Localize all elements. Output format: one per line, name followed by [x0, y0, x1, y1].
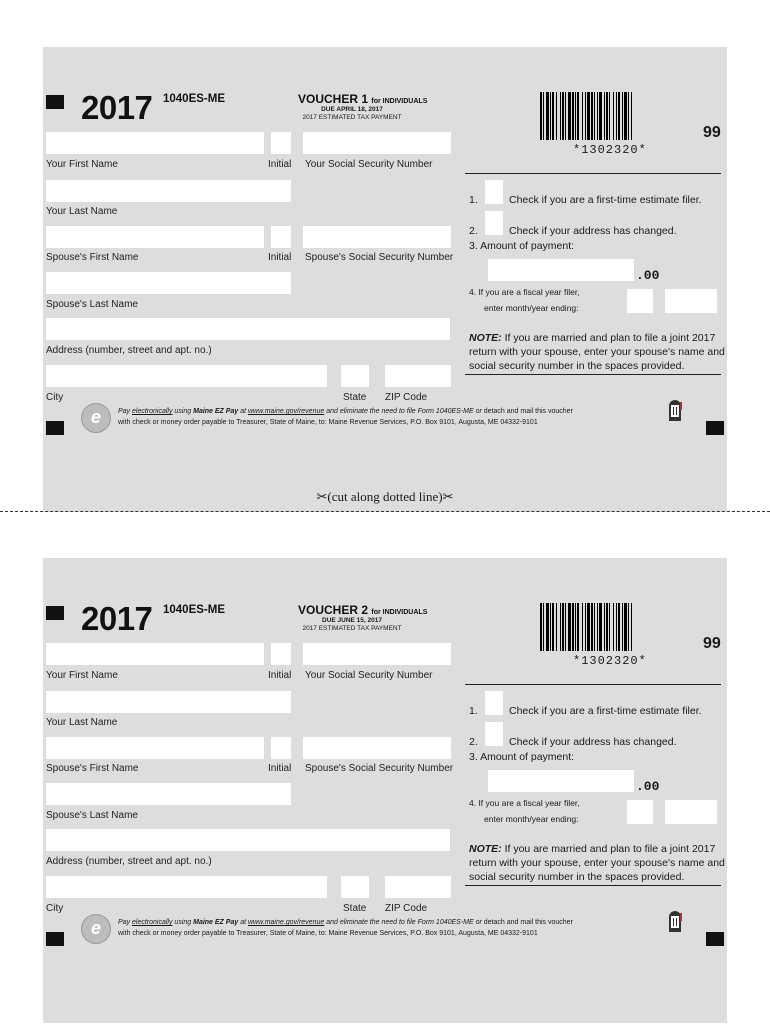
joint-return-note: NOTE: If you are married and plan to file a joint 2017 return with your spouse, enter your spouse's name and social security number in the spaces provided.	[469, 843, 725, 883]
spouse-ssn-label: Spouse's Social Security Number	[305, 252, 454, 263]
barcode-bar	[587, 603, 590, 651]
voucher-2	[43, 558, 727, 1023]
barcode-bar	[577, 92, 579, 140]
divider	[465, 684, 721, 685]
barcode-bar	[597, 92, 598, 140]
barcode-bar	[552, 603, 554, 651]
item-2-number: 2.	[469, 736, 478, 748]
initial-field[interactable]	[271, 132, 291, 154]
barcode-bar	[543, 92, 544, 140]
barcode-bar	[631, 92, 632, 140]
barcode-bar	[565, 603, 566, 651]
last-name-field[interactable]	[46, 691, 291, 713]
barcode-bar	[585, 603, 586, 651]
fiscal-year-label: 4. If you are a fiscal year filer,	[469, 798, 580, 808]
address-changed-label: Check if your address has changed.	[509, 736, 677, 748]
initial-label: Initial	[268, 670, 292, 681]
barcode-bar	[628, 603, 629, 651]
fiscal-year-label: 4. If you are a fiscal year filer,	[469, 287, 580, 297]
ssn-field[interactable]	[303, 643, 451, 665]
amount-label: 3. Amount of payment:	[469, 240, 575, 252]
barcode-bar	[568, 603, 571, 651]
barcode-bar	[552, 92, 554, 140]
spouse-initial-field[interactable]	[271, 226, 291, 248]
spouse-last-name-field[interactable]	[46, 783, 291, 805]
fiscal-year-field[interactable]	[665, 800, 717, 824]
form-subtitle: 2017 ESTIMATED TAX PAYMENT	[302, 114, 402, 121]
barcode-bar	[546, 92, 549, 140]
last-name-label: Your Last Name	[46, 206, 118, 217]
spouse-first-name-field[interactable]	[46, 737, 264, 759]
first-time-label: Check if you are a first-time estimate filer.	[509, 705, 702, 717]
first-time-checkbox[interactable]	[485, 180, 503, 204]
barcode-bar	[577, 603, 579, 651]
barcode-bar	[550, 603, 551, 651]
form-code: 99	[703, 124, 721, 141]
address-field[interactable]	[46, 318, 450, 340]
form-number: 1040ES-ME	[163, 93, 226, 105]
amount-label: 3. Amount of payment:	[469, 751, 575, 763]
first-name-field[interactable]	[46, 643, 264, 665]
address-field[interactable]	[46, 829, 450, 851]
initial-label: Initial	[268, 159, 292, 170]
fiscal-year-label-2: enter month/year ending:	[484, 814, 579, 824]
barcode-bar	[572, 92, 574, 140]
e-pay-icon: e	[81, 403, 111, 433]
last-name-label: Your Last Name	[46, 717, 118, 728]
last-name-field[interactable]	[46, 180, 291, 202]
address-changed-label: Check if your address has changed.	[509, 225, 677, 237]
barcode-bar	[604, 92, 605, 140]
barcode-bar	[624, 92, 627, 140]
payment-amount-field[interactable]	[488, 770, 634, 792]
registration-mark	[46, 606, 64, 620]
state-field[interactable]	[341, 876, 369, 898]
barcode-bar	[556, 92, 557, 140]
barcode-bar	[572, 603, 574, 651]
barcode-bar	[628, 92, 629, 140]
state-label: State	[343, 903, 367, 914]
voucher-title: VOUCHER 1 for INDIVIDUALS	[298, 92, 428, 106]
spouse-initial-label: Initial	[268, 252, 292, 263]
barcode-bar	[609, 603, 610, 651]
payment-instructions: Pay electronically using Maine EZ Pay at www.maine.gov/revenue and eliminate the need to file Form 1040ES-ME or detach and mail this voucher with check or money order payable to Treasurer, State of Maine, to: Maine Revenue Services, P.O. Box 9101, Augusta, ME 04332-9101	[118, 408, 573, 426]
divider	[465, 173, 721, 174]
barcode-bar	[591, 603, 593, 651]
spouse-ssn-field[interactable]	[303, 226, 451, 248]
fiscal-year-field[interactable]	[665, 289, 717, 313]
spouse-last-name-label: Spouse's Last Name	[46, 810, 138, 821]
note-underline	[465, 885, 721, 886]
spouse-ssn-field[interactable]	[303, 737, 451, 759]
zip-field[interactable]	[385, 876, 451, 898]
ssn-label: Your Social Security Number	[305, 670, 433, 681]
fiscal-month-field[interactable]	[627, 800, 653, 824]
barcode-bar	[575, 603, 576, 651]
spouse-initial-label: Initial	[268, 763, 292, 774]
barcode-bar	[616, 603, 617, 651]
barcode-bar	[618, 603, 620, 651]
form-year: 2017	[81, 600, 153, 637]
barcode-bar	[599, 92, 602, 140]
payment-amount-field[interactable]	[488, 259, 634, 281]
cents-suffix: .00	[636, 268, 660, 283]
barcode-bar	[622, 603, 623, 651]
spouse-first-name-label: Spouse's First Name	[46, 763, 139, 774]
due-date: DUE JUNE 15, 2017	[322, 617, 382, 624]
barcode-bar	[597, 603, 598, 651]
mailbox-icon	[667, 908, 683, 934]
barcode-bar	[624, 603, 627, 651]
barcode-bar	[546, 603, 549, 651]
address-changed-checkbox[interactable]	[485, 722, 503, 746]
ssn-field[interactable]	[303, 132, 451, 154]
address-label: Address (number, street and apt. no.)	[46, 345, 212, 356]
fiscal-year-label-2: enter month/year ending:	[484, 303, 579, 313]
state-field[interactable]	[341, 365, 369, 387]
barcode-bar	[606, 92, 608, 140]
barcode-bar	[582, 603, 583, 651]
registration-mark	[46, 421, 64, 435]
barcode-bar	[631, 603, 632, 651]
zip-label: ZIP Code	[385, 392, 428, 403]
city-field[interactable]	[46, 876, 327, 898]
barcode-bar	[606, 603, 608, 651]
barcode-bar	[560, 92, 561, 140]
zip-field[interactable]	[385, 365, 451, 387]
initial-field[interactable]	[271, 643, 291, 665]
barcode-bar	[560, 603, 561, 651]
form-code: 99	[703, 635, 721, 652]
barcode-bar	[616, 92, 617, 140]
cut-instruction: ✂(cut along dotted line)✂	[316, 489, 454, 504]
spouse-last-name-field[interactable]	[46, 272, 291, 294]
barcode-bar	[599, 603, 602, 651]
payment-instructions: Pay electronically using Maine EZ Pay at www.maine.gov/revenue and eliminate the need to file Form 1040ES-ME or detach and mail this voucher with check or money order payable to Treasurer, State of Maine, to: Maine Revenue Services, P.O. Box 9101, Augusta, ME 04332-9101	[118, 919, 573, 937]
registration-mark	[46, 932, 64, 946]
barcode-bar	[585, 92, 586, 140]
first-name-field[interactable]	[46, 132, 264, 154]
barcode-bar	[556, 603, 557, 651]
barcode-bar	[565, 92, 566, 140]
spouse-first-name-field[interactable]	[46, 226, 264, 248]
address-label: Address (number, street and apt. no.)	[46, 856, 212, 867]
first-name-label: Your First Name	[46, 670, 118, 681]
barcode	[540, 603, 634, 651]
note-underline	[465, 374, 721, 375]
barcode-bar	[550, 92, 551, 140]
first-time-checkbox[interactable]	[485, 691, 503, 715]
barcode-bar	[562, 92, 564, 140]
item-1-number: 1.	[469, 194, 478, 206]
barcode-bar	[618, 92, 620, 140]
barcode-bar	[613, 92, 614, 140]
barcode-bar	[594, 92, 595, 140]
spouse-initial-field[interactable]	[271, 737, 291, 759]
voucher-title: VOUCHER 2 for INDIVIDUALS	[298, 603, 428, 617]
mailbox-icon	[667, 397, 683, 423]
first-time-label: Check if you are a first-time estimate filer.	[509, 194, 702, 206]
barcode-bar	[582, 92, 583, 140]
form-subtitle: 2017 ESTIMATED TAX PAYMENT	[302, 625, 402, 632]
barcode-number: *1302320*	[573, 143, 647, 157]
registration-mark	[46, 95, 64, 109]
cents-suffix: .00	[636, 779, 660, 794]
ssn-label: Your Social Security Number	[305, 159, 433, 170]
due-date: DUE APRIL 18, 2017	[321, 106, 383, 113]
barcode	[540, 92, 634, 140]
barcode-bar	[609, 92, 610, 140]
e-pay-icon: e	[81, 914, 111, 944]
barcode-bar	[622, 92, 623, 140]
spouse-ssn-label: Spouse's Social Security Number	[305, 763, 454, 774]
barcode-bar	[591, 92, 593, 140]
barcode-bar	[594, 603, 595, 651]
barcode-bar	[587, 92, 590, 140]
registration-mark	[706, 932, 724, 946]
barcode-bar	[562, 603, 564, 651]
address-changed-checkbox[interactable]	[485, 211, 503, 235]
item-1-number: 1.	[469, 705, 478, 717]
voucher-1	[43, 47, 727, 512]
barcode-bar	[540, 92, 542, 140]
first-name-label: Your First Name	[46, 159, 118, 170]
barcode-bar	[604, 603, 605, 651]
zip-label: ZIP Code	[385, 903, 428, 914]
form-number: 1040ES-ME	[163, 604, 226, 616]
barcode-bar	[575, 92, 576, 140]
barcode-bar	[568, 92, 571, 140]
city-field[interactable]	[46, 365, 327, 387]
city-label: City	[46, 392, 64, 403]
city-label: City	[46, 903, 64, 914]
item-2-number: 2.	[469, 225, 478, 237]
state-label: State	[343, 392, 367, 403]
barcode-bar	[543, 603, 544, 651]
barcode-bar	[613, 603, 614, 651]
cut-line	[0, 511, 770, 512]
fiscal-month-field[interactable]	[627, 289, 653, 313]
spouse-first-name-label: Spouse's First Name	[46, 252, 139, 263]
registration-mark	[706, 421, 724, 435]
barcode-number: *1302320*	[573, 654, 647, 668]
spouse-last-name-label: Spouse's Last Name	[46, 299, 138, 310]
barcode-bar	[540, 603, 542, 651]
form-year: 2017	[81, 89, 153, 126]
joint-return-note: NOTE: If you are married and plan to file a joint 2017 return with your spouse, enter your spouse's name and social security number in the spaces provided.	[469, 332, 725, 372]
